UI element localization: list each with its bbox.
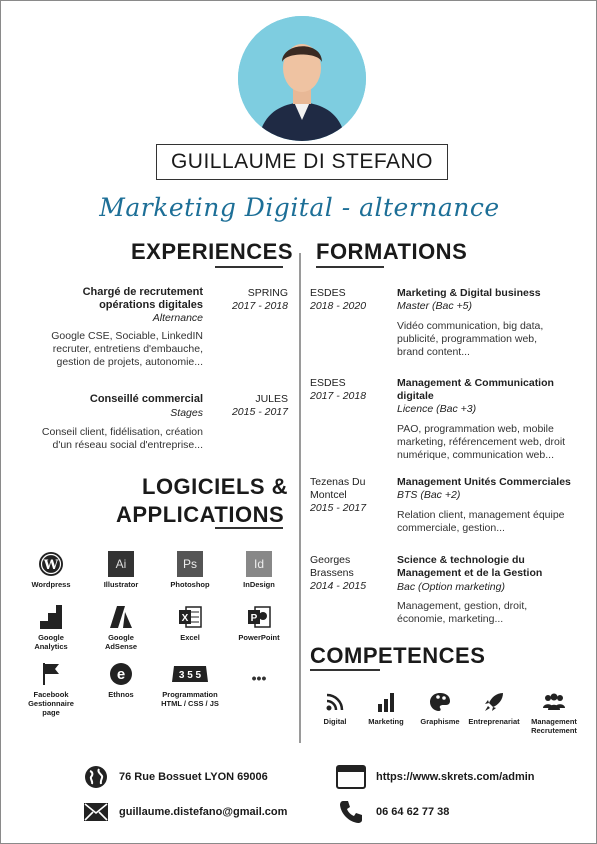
- formation-school: Brassens: [310, 567, 354, 579]
- formation-date: 2014 - 2015: [310, 580, 367, 592]
- formation-title: digitale: [397, 390, 434, 402]
- software-label: Facebook Gestionnaire page: [28, 690, 74, 717]
- formation-desc: Relation client, management équipe: [397, 509, 565, 521]
- experience-desc: d'un réseau social d'entreprise...: [52, 439, 203, 451]
- formation-title: Management & Communication: [397, 377, 554, 389]
- competence-label: Entreprenariat: [468, 717, 520, 726]
- software-label: Ethnos: [108, 690, 134, 699]
- email-link[interactable]: guillaume.distefano@gmail.com: [119, 806, 288, 818]
- formation-desc: PAO, programmation web, mobile: [397, 423, 554, 435]
- competence-label: Marketing: [368, 717, 404, 726]
- formations-heading: FORMATIONS: [316, 239, 468, 264]
- formation-date: 2017 - 2018: [310, 390, 367, 402]
- formation-date: 2018 - 2020: [310, 300, 367, 312]
- formation-school: Tezenas Du: [310, 476, 366, 488]
- formation-level: Bac (Option marketing): [397, 581, 505, 593]
- rocket-icon: [483, 691, 505, 713]
- software-underline: [215, 527, 283, 529]
- wordpress-icon: [38, 551, 64, 577]
- ethnos-icon: [108, 661, 134, 687]
- competence-label: Management Recrutement: [531, 717, 577, 735]
- software-label: Excel: [180, 633, 200, 642]
- experience-org: SPRING: [247, 287, 288, 299]
- experience-date: 2017 - 2018: [231, 300, 288, 312]
- competences-heading: COMPETENCES: [310, 643, 486, 668]
- experience-desc: gestion de projets, autonomie...: [56, 356, 203, 368]
- formation-school: Montcel: [310, 489, 347, 501]
- formation-date: 2015 - 2017: [310, 502, 367, 514]
- formation-desc: économie, marketing...: [397, 613, 504, 625]
- formation-level: BTS (Bac +2): [397, 489, 461, 501]
- software-item: [223, 665, 295, 694]
- experience-desc: Conseil client, fidélisation, création: [41, 426, 203, 438]
- people-icon: [543, 691, 565, 713]
- experience-role: Conseillé commercial: [89, 393, 203, 405]
- formation-school: ESDES: [310, 377, 346, 389]
- software-heading-line2: APPLICATIONS: [116, 502, 285, 527]
- more-icon: •••: [251, 670, 267, 686]
- software-item: [15, 604, 87, 651]
- competence-item: [524, 691, 584, 735]
- experience-type: Alternance: [152, 312, 203, 324]
- profile-photo: [238, 16, 366, 141]
- software-item: [223, 551, 295, 589]
- experience-role: opérations digitales: [99, 299, 203, 311]
- address-text: 76 Rue Bossuet LYON 69006: [119, 771, 268, 783]
- competence-item: [356, 691, 416, 726]
- svg-text:3 5 5: 3 5 5: [178, 670, 202, 681]
- rss-icon: [324, 691, 346, 713]
- competence-item: [410, 691, 470, 726]
- software-item: [85, 604, 157, 651]
- software-item: [85, 661, 157, 699]
- contact-website: [336, 764, 535, 790]
- job-tagline: Marketing Digital - alternance: [99, 193, 500, 222]
- excel-icon: [177, 604, 203, 630]
- envelope-icon: [83, 799, 109, 825]
- formation-school: Georges: [310, 554, 351, 566]
- formations-underline: [316, 266, 384, 268]
- formation-desc: publicité, programmation web,: [397, 333, 538, 345]
- software-label: PowerPoint: [238, 633, 280, 642]
- software-item: [85, 551, 157, 589]
- powerpoint-icon: [246, 604, 272, 630]
- code-icon: [170, 661, 210, 687]
- website-link[interactable]: https://www.skrets.com/admin: [376, 771, 535, 783]
- software-label: Wordpress: [31, 580, 71, 589]
- experience-desc: Google CSE, Sociable, LinkedIN: [51, 330, 203, 342]
- software-item: [154, 551, 226, 589]
- software-label: Programmation HTML / CSS / JS: [161, 690, 219, 708]
- flag-icon: [38, 661, 64, 687]
- competence-label: Graphisme: [420, 717, 460, 726]
- svg-text:P: P: [250, 613, 258, 624]
- formation-level: Master (Bac +5): [397, 300, 472, 312]
- experience-role: Chargé de recrutement: [82, 286, 203, 298]
- software-label: Google AdSense: [104, 633, 138, 651]
- formation-desc: Management, gestion, droit,: [397, 600, 528, 612]
- contact-address: [83, 764, 268, 790]
- software-heading-line1: LOGICIELS &: [142, 474, 289, 499]
- experiences-heading: EXPERIENCES: [131, 239, 293, 264]
- software-label: Illustrator: [103, 580, 139, 589]
- globe-icon: [83, 764, 109, 790]
- formation-title: Marketing & Digital business: [397, 287, 541, 299]
- experience-desc: recruter, entretiens d'embauche,: [52, 343, 203, 355]
- full-name: GUILLAUME DI STEFANO: [156, 144, 448, 180]
- formation-desc: marketing, référencement web, droit: [397, 436, 566, 448]
- competence-item: [464, 691, 524, 726]
- contact-email: [83, 799, 287, 825]
- software-item: [223, 604, 295, 642]
- formation-school: ESDES: [310, 287, 346, 299]
- software-item: [154, 661, 226, 708]
- experience-org: JULES: [255, 393, 288, 405]
- software-label: Google Analytics: [34, 633, 68, 651]
- software-item: [15, 661, 87, 717]
- svg-text:W: W: [43, 558, 59, 573]
- photoshop-icon: Ps: [177, 551, 203, 577]
- formation-title: Management Unités Commerciales: [397, 476, 571, 488]
- software-label: InDesign: [243, 580, 275, 589]
- google-adsense-icon: [108, 604, 134, 630]
- formation-desc: brand content...: [397, 346, 470, 358]
- svg-text:e: e: [116, 666, 126, 683]
- contact-phone: [336, 799, 449, 825]
- formation-desc: numérique, communication web...: [397, 449, 554, 461]
- svg-text:X: X: [181, 613, 189, 624]
- formation-desc: commerciale, gestion...: [397, 522, 505, 534]
- illustrator-icon: Ai: [108, 551, 134, 577]
- formation-desc: Vidéo communication, big data,: [397, 320, 544, 332]
- formation-level: Licence (Bac +3): [397, 403, 477, 415]
- phone-text: 06 64 62 77 38: [376, 806, 450, 818]
- google-analytics-icon: [38, 604, 64, 630]
- competences-underline: [310, 669, 380, 671]
- formation-title: Management et de la Gestion: [397, 567, 543, 579]
- browser-window-icon: [336, 764, 366, 790]
- palette-icon: [429, 691, 451, 713]
- experience-date: 2015 - 2017: [231, 406, 288, 418]
- software-item: [154, 604, 226, 642]
- competence-label: Digital: [323, 717, 347, 726]
- software-label: Photoshop: [170, 580, 210, 589]
- formation-title: Science & technologie du: [397, 554, 525, 566]
- software-item: [15, 551, 87, 589]
- experience-type: Stages: [170, 407, 203, 419]
- column-divider: [299, 253, 301, 743]
- bar-chart-icon: [375, 691, 397, 713]
- indesign-icon: Id: [246, 551, 272, 577]
- experiences-underline: [215, 266, 283, 268]
- phone-icon: [336, 799, 366, 825]
